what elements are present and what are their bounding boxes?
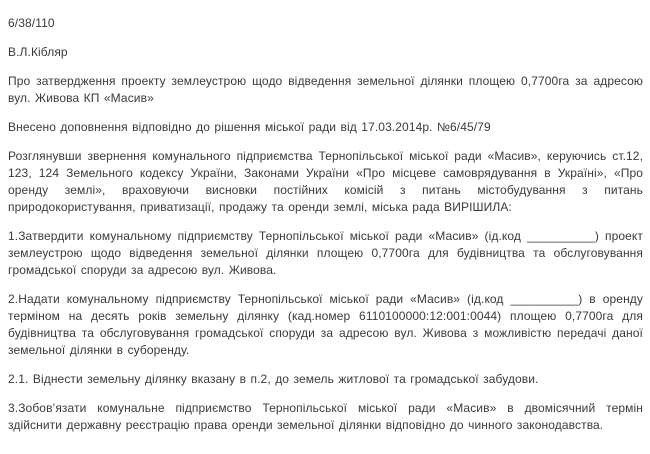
preamble: Розглянувши звернення комунального підприємства Тернопільської міської ради «Масив», керуючись ст.12, 123, 124 Земельного кодексу України, Законами України «Про місцеве самоврядування в Україні», «Про оренду землі», враховуючи висновки постійних комісій з питань містобудування з питань природокористування, приватизації, продажу та оренди землі, міська рада ВИРІШИЛА: xyxy=(8,149,643,214)
resolution-item-1: 1.Затвердити комунальному підприємству Тернопільської міської ради «Масив» (ід.код __________) проект землеустрою щодо відведення земельної ділянки площею 0,7700га для будівництва та обслуговування громадської споруди за адресою вул. Живова. xyxy=(8,229,643,277)
author-name: В.Л.Кібляр xyxy=(8,45,68,59)
amendment-note: Внесено доповнення відповідно до рішення міської ради від 17.03.2014р. №6/45/79 xyxy=(8,120,491,134)
case-number: 6/38/110 xyxy=(8,16,55,30)
resolution-item-3: 3.Зобов’язати комунальне підприємство Тернопільської міської ради «Масив» в двомісячний термін здійснити державну реєстрацію права оренди земельної ділянки відповідно до чинного законодавства. xyxy=(8,401,643,432)
resolution-item-2-1: 2.1. Віднести земельну ділянку вказану в п.2, до земель житлової та громадської забудови. xyxy=(8,372,539,386)
document-title: Про затвердження проекту землеустрою щодо відведення земельної ділянки площею 0,7700га за адресою вул. Живова КП «Масив» xyxy=(8,74,643,105)
resolution-item-2: 2.Надати комунальному підприємству Тернопільської міської ради «Масив» (ід.код __________) в оренду терміном на десять років земельну ділянку (кад.номер 6110100000:12:001:0044) площею 0,7700га для будівництва та обслуговування громадської споруди за адресою вул. Живова з можливістю передачі даної земельної ділянки в суборенду. xyxy=(8,292,643,357)
